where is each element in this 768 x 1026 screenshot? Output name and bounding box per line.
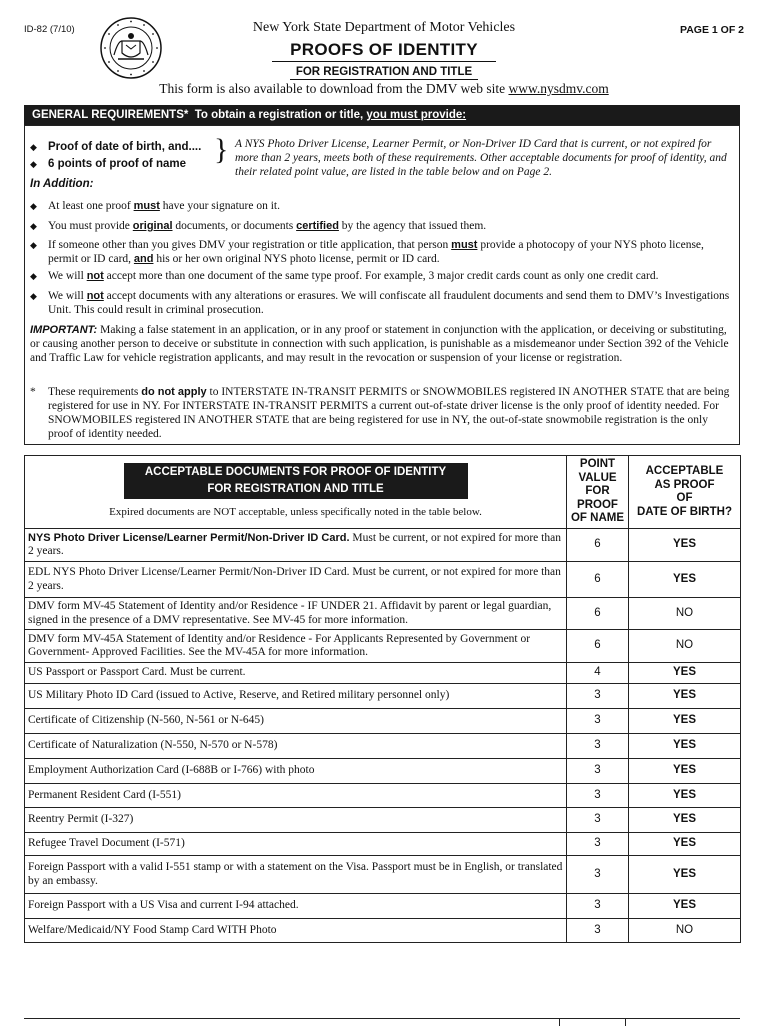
dob-cell: NO bbox=[629, 919, 741, 943]
points-cell: 3 bbox=[567, 894, 629, 919]
table-row bbox=[25, 808, 741, 833]
diamond-bullet-icon: ◆ bbox=[30, 240, 37, 250]
dob-cell: YES bbox=[629, 856, 741, 894]
dob-cell: NO bbox=[629, 598, 741, 630]
points-cell: 3 bbox=[567, 709, 629, 734]
table-row bbox=[25, 562, 741, 598]
document-cell: US Passport or Passport Card. Must be current. bbox=[25, 663, 567, 684]
table-title-cell bbox=[25, 456, 567, 529]
dob-cell: YES bbox=[629, 734, 741, 759]
general-requirements-bar: GENERAL REQUIREMENTS* To obtain a registration or title, you must provide: bbox=[24, 105, 740, 125]
table-row bbox=[25, 529, 741, 562]
dob-cell: YES bbox=[629, 808, 741, 833]
list-item: ◆ We will not accept more than one document of the same type proof. For example, 3 major credit cards count as only one credit card. bbox=[30, 270, 659, 282]
points-cell: 3 bbox=[567, 684, 629, 709]
points-column-header: POINT VALUE FOR PROOF OF NAME bbox=[567, 456, 629, 529]
table-row bbox=[25, 856, 741, 894]
table-row bbox=[25, 919, 741, 943]
requirement-birth-proof: ◆ Proof of date of birth, and.... bbox=[30, 141, 202, 153]
table-row bbox=[25, 833, 741, 856]
dob-cell: YES bbox=[629, 684, 741, 709]
diamond-bullet-icon: ◆ bbox=[30, 142, 37, 152]
table-row bbox=[25, 734, 741, 759]
table-row bbox=[25, 759, 741, 784]
availability-note: This form is also available to download from the DMV web site www.nysdmv.com bbox=[159, 81, 609, 96]
document-cell: Permanent Resident Card (I-551) bbox=[25, 784, 567, 808]
form-id: ID-82 (7/10) bbox=[24, 24, 75, 35]
document-cell: NYS Photo Driver License/Learner Permit/Non-Driver ID Card. Must be current, or not expired for more than 2 years. bbox=[25, 529, 567, 562]
points-cell: 3 bbox=[567, 856, 629, 894]
document-cell: Certificate of Citizenship (N-560, N-561 or N-645) bbox=[25, 709, 567, 734]
points-cell: 3 bbox=[567, 759, 629, 784]
table-row bbox=[25, 709, 741, 734]
points-cell: 6 bbox=[567, 630, 629, 663]
requirement-name-points: ◆ 6 points of proof of name bbox=[30, 158, 186, 170]
acceptable-documents-bar: ACCEPTABLE DOCUMENTS FOR PROOF OF IDENTITY FOR REGISTRATION AND TITLE bbox=[124, 463, 468, 499]
document-cell: Welfare/Medicaid/NY Food Stamp Card WITH Photo bbox=[25, 919, 567, 943]
dob-cell: YES bbox=[629, 663, 741, 684]
next-section-divider bbox=[559, 1018, 560, 1026]
page-number: PAGE 1 OF 2 bbox=[680, 24, 744, 36]
in-addition-heading: In Addition: bbox=[30, 178, 94, 190]
points-cell: 3 bbox=[567, 734, 629, 759]
dmv-website-link[interactable]: www.nysdmv.com bbox=[508, 81, 609, 96]
points-cell: 6 bbox=[567, 529, 629, 562]
points-cell: 3 bbox=[567, 808, 629, 833]
table-row bbox=[25, 894, 741, 919]
requirement-note: A NYS Photo Driver License, Learner Permit, or Non-Driver ID Card that is current, or not expired for more than 2 years, meets both of these requirements. Other acceptable documents for proof of identity, and their related point value, are listed in the table below and on Page 2. bbox=[235, 138, 727, 178]
table-row bbox=[25, 630, 741, 663]
expired-note: Expired documents are NOT acceptable, unless specifically noted in the table below. bbox=[109, 506, 482, 518]
form-title: PROOFS OF IDENTITY bbox=[272, 40, 496, 62]
diamond-bullet-icon: ◆ bbox=[30, 159, 37, 169]
document-cell: Certificate of Naturalization (N-550, N-570 or N-578) bbox=[25, 734, 567, 759]
dob-cell: NO bbox=[629, 630, 741, 663]
diamond-bullet-icon: ◆ bbox=[30, 201, 37, 211]
dob-cell: YES bbox=[629, 562, 741, 598]
diamond-bullet-icon: ◆ bbox=[30, 291, 37, 301]
dob-cell: YES bbox=[629, 784, 741, 808]
document-cell: DMV form MV-45 Statement of Identity and/or Residence - IF UNDER 21. Affidavit by parent or legal guardian, signed in the presence of a DMV representative. See MV-45 for more information. bbox=[25, 598, 567, 630]
important-notice: IMPORTANT: Making a false statement in an application, or in any proof or statement in conjunction with the application, or deceiving or substituting, or causing another person to deceive or substitute in connection with such application, is punishable as a misdemeanor under Section 392 of the Vehicle and Traffic Law for vehicle registration applicants, and may result in the revocation or suspension of your license or registration. bbox=[30, 324, 729, 364]
form-subtitle: FOR REGISTRATION AND TITLE bbox=[290, 66, 478, 80]
document-cell: Refugee Travel Document (I-571) bbox=[25, 833, 567, 856]
list-item: ◆ At least one proof must have your signature on it. bbox=[30, 200, 280, 212]
acceptable-documents-table bbox=[24, 455, 741, 943]
dob-cell: YES bbox=[629, 709, 741, 734]
diamond-bullet-icon: ◆ bbox=[30, 221, 37, 231]
table-row bbox=[25, 684, 741, 709]
document-cell: DMV form MV-45A Statement of Identity and/or Residence - For Applicants Represented by Government or Government- Approved Facilities. See the MV-45A for more information. bbox=[25, 630, 567, 663]
table-row bbox=[25, 663, 741, 684]
document-cell: Foreign Passport with a valid I-551 stamp or with a statement on the Visa. Passport must be in English, or translated by an embassy. bbox=[25, 856, 567, 894]
document-cell: Employment Authorization Card (I-688B or I-766) with photo bbox=[25, 759, 567, 784]
points-cell: 6 bbox=[567, 562, 629, 598]
table-row bbox=[25, 598, 741, 630]
agency-name: New York State Department of Motor Vehicles bbox=[252, 20, 516, 35]
document-cell: EDL NYS Photo Driver License/Learner Permit/Non-Driver ID Card. Must be current, or not expired for more than 2 years. bbox=[25, 562, 567, 598]
list-item: ◆ If someone other than you gives DMV your registration or title application, that person must provide a photocopy of your NYS photo license, permit or ID card, and his or her own original NYS photo license, permit or ID card. bbox=[30, 239, 704, 265]
document-cell: US Military Photo ID Card (issued to Active, Reserve, and Retired military personnel only) bbox=[25, 684, 567, 709]
points-cell: 4 bbox=[567, 663, 629, 684]
list-item: ◆ You must provide original documents, or documents certified by the agency that issued them. bbox=[30, 220, 487, 232]
general-requirements-box bbox=[24, 125, 740, 445]
document-cell: Reentry Permit (I-327) bbox=[25, 808, 567, 833]
next-section-border bbox=[24, 1018, 740, 1019]
points-cell: 3 bbox=[567, 919, 629, 943]
table-header-row bbox=[25, 456, 741, 529]
points-cell: 3 bbox=[567, 784, 629, 808]
table-row bbox=[25, 784, 741, 808]
dob-cell: YES bbox=[629, 759, 741, 784]
dob-cell: YES bbox=[629, 529, 741, 562]
document-cell: Foreign Passport with a US Visa and current I-94 attached. bbox=[25, 894, 567, 919]
list-item: ◆ We will not accept documents with any alterations or erasures. We will confiscate all fraudulent documents and send them to DMV’s Investigations Unit. This could result in criminal prosecution. bbox=[30, 290, 730, 316]
brace-icon: } bbox=[214, 133, 229, 166]
footnote: * These requirements do not apply to INTERSTATE IN-TRANSIT PERMITS or SNOWMOBILES registered IN ANOTHER STATE that are being registered for use in NY. For INTERSTATE IN-TRANSIT PERMITS a current out-of-state driver license is the only proof of identity needed. For SNOWMOBILES registered IN ANOTHER STATE that are being registered for use in NY, the out-of-state snowmobile registration is the only proof of identity needed. bbox=[30, 386, 730, 440]
dob-cell: YES bbox=[629, 833, 741, 856]
points-cell: 3 bbox=[567, 833, 629, 856]
diamond-bullet-icon: ◆ bbox=[30, 271, 37, 281]
next-section-divider bbox=[625, 1018, 626, 1026]
dob-column-header: ACCEPTABLE AS PROOF OF DATE OF BIRTH? bbox=[629, 456, 741, 529]
dob-cell: YES bbox=[629, 894, 741, 919]
points-cell: 6 bbox=[567, 598, 629, 630]
